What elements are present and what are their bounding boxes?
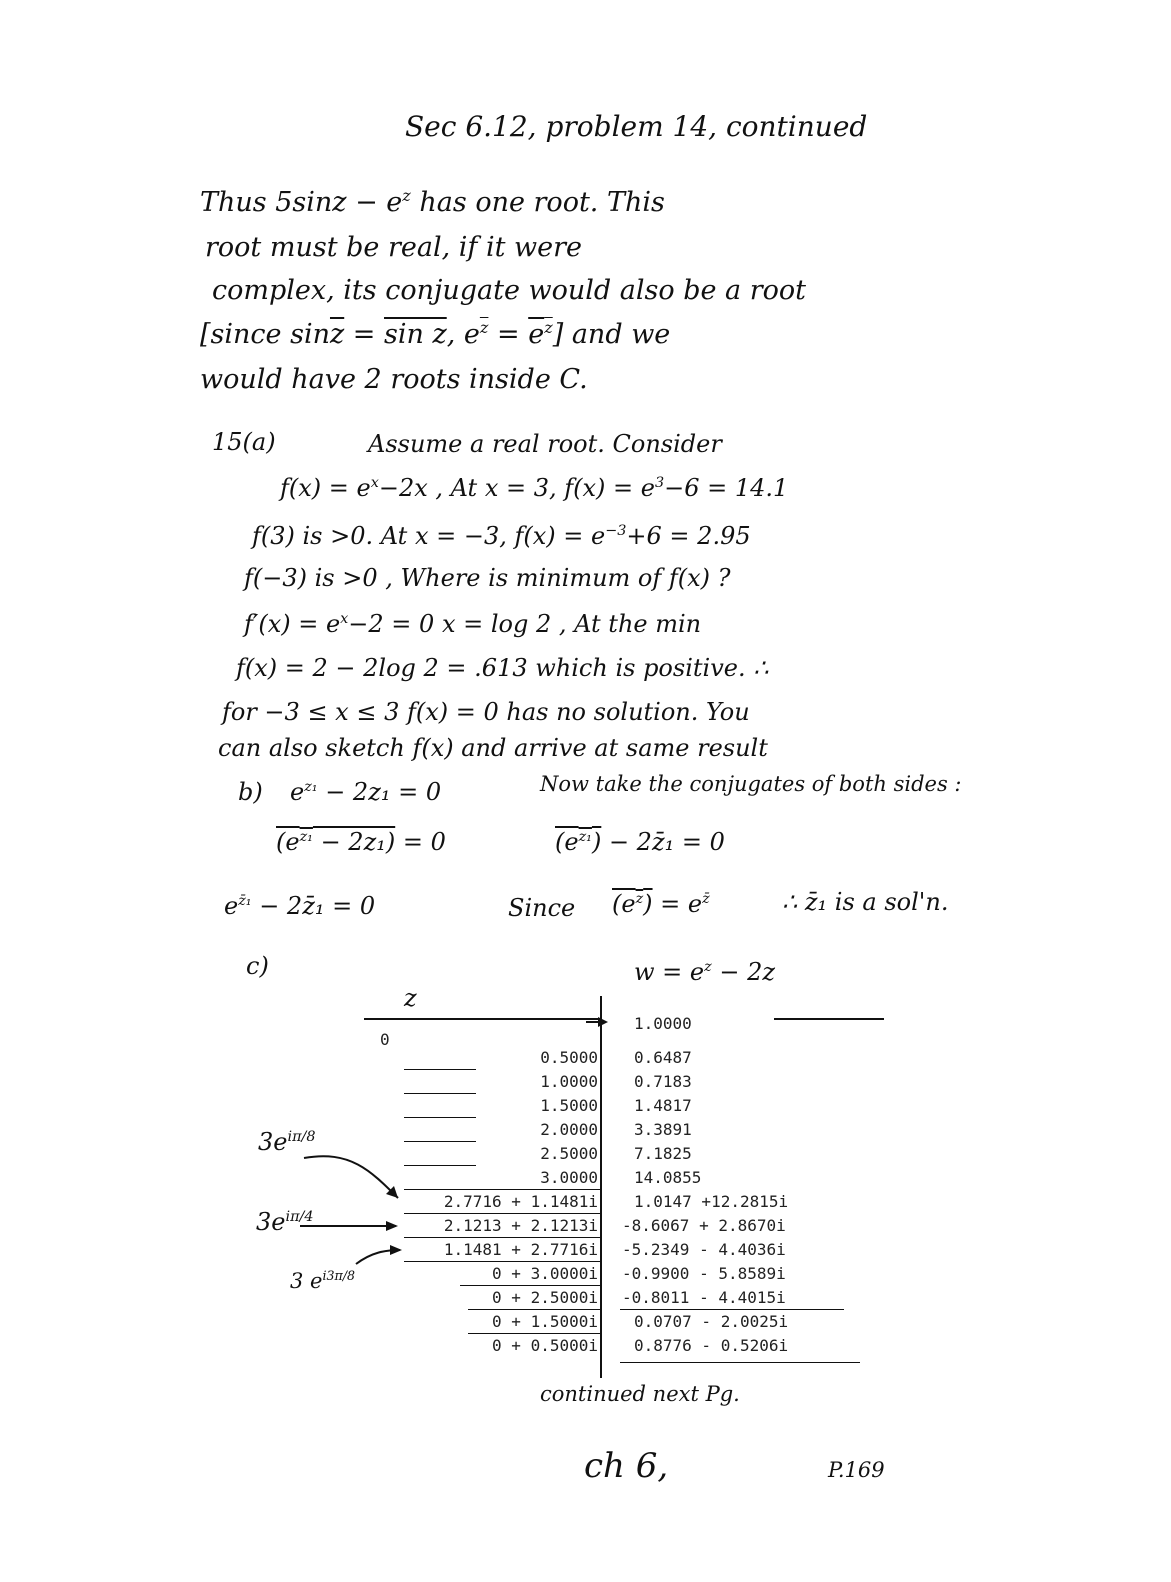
- text-line: $f(x) = e^x-2x$ , At x = 3, $f(x) = e^3-6 = 14.1$: [280, 474, 789, 502]
- table-cell-z: 2.0000: [540, 1120, 598, 1139]
- table-cell-z: 3.0000: [540, 1168, 598, 1187]
- table-cell-w: 0.8776 - 0.5206i: [634, 1336, 789, 1355]
- text-line: [since $\sin\overline{z} = \sin z$, $e^{\overline{z}} = \overline{e}^{\overline{z}}$] and we: [200, 318, 671, 350]
- table-cell-w: 1.0000: [634, 1014, 692, 1033]
- table-cell-w: 14.0855: [634, 1168, 702, 1187]
- equation: $(e^{z_1} - 2z_1) = 0$: [276, 828, 446, 856]
- text-line: Thus $5\sin z - e^z$ has one root. This: [200, 186, 665, 218]
- annotation: Now take the conjugates of both sides :: [540, 772, 962, 796]
- text-line: f(x) = 2 − 2log 2 = .613 which is positive. ∴: [236, 654, 769, 682]
- table-cell-z: 0.5000: [540, 1048, 598, 1067]
- text-line: $f'(x) = e^x-2 = 0$ x = log 2 , At the min: [244, 610, 702, 638]
- table-cell-w: -0.9900 - 5.8589i: [622, 1264, 786, 1283]
- text-line: would have 2 roots inside C.: [200, 364, 588, 395]
- continued-note: continued next Pg.: [540, 1382, 740, 1406]
- table-cell-z: 2.1213 + 2.1213i: [443, 1216, 598, 1235]
- table-cell-w: 0.6487: [634, 1048, 692, 1067]
- table-cell-w: 0.0707 - 2.0025i: [634, 1312, 789, 1331]
- table-cell-w: 3.3891: [634, 1120, 692, 1139]
- text-line: f(−3) is >0 , Where is minimum of f(x) ?: [244, 564, 731, 592]
- text-line: Since: [508, 894, 576, 922]
- table-cell-z: 0 + 0.5000i: [492, 1336, 598, 1355]
- equation: $(e^{z_1})$ − 2z̄₁ = 0: [555, 828, 725, 856]
- table-cell-w: -5.2349 - 4.4036i: [622, 1240, 786, 1259]
- part-label: b): [238, 778, 263, 806]
- table-cell-z: 0: [380, 1030, 390, 1049]
- chapter-label: ch 6,: [584, 1446, 669, 1486]
- equation: $(e^z) = e^{z̄}$: [612, 890, 710, 918]
- table-cell-z: 1.1481 + 2.7716i: [443, 1240, 598, 1259]
- table-cell-z: 1.0000: [540, 1072, 598, 1091]
- table-cell-w: 0.7183: [634, 1072, 692, 1091]
- table-cell-w: 1.4817: [634, 1096, 692, 1115]
- problem-label: 15(a): [212, 428, 276, 456]
- table-cell-z: 2.7716 + 1.1481i: [443, 1192, 598, 1211]
- text-line: Assume a real root. Consider: [368, 430, 722, 458]
- annotation-3e-pi8: $3e^{i\pi/8}$: [258, 1128, 316, 1156]
- text-line: can also sketch f(x) and arrive at same result: [218, 734, 768, 762]
- equation: $w = e^z - 2z$: [634, 958, 775, 986]
- text-line: ∴ z̄₁ is a sol'n.: [782, 888, 949, 916]
- annotation-3e-pi4: $3e^{i\pi/4}$: [256, 1208, 314, 1236]
- text-line: for −3 ≤ x ≤ 3 f(x) = 0 has no solution. You: [222, 698, 750, 726]
- table-cell-z: 0 + 3.0000i: [492, 1264, 598, 1283]
- text-line: f(3) is >0. At x = −3, $f(x) = e^{-3}+6 = 2.95$: [252, 522, 751, 550]
- text-line: complex, its conjugate would also be a root: [212, 275, 806, 306]
- page-number: P.169: [828, 1458, 885, 1482]
- equation: $e^{z̄_1}$ − 2z̄₁ = 0: [224, 892, 376, 920]
- table-cell-z: 0 + 1.5000i: [492, 1312, 598, 1331]
- part-label: c): [246, 952, 269, 980]
- table-cell-w: 7.1825: [634, 1144, 692, 1163]
- table-cell-z: 0 + 2.5000i: [492, 1288, 598, 1307]
- table-cell-z: 1.5000: [540, 1096, 598, 1115]
- table-cell-w: 1.0147 +12.2815i: [634, 1192, 789, 1211]
- table-header-z: z: [404, 984, 417, 1012]
- annotation-3e-3pi8: 3 $e^{i3\pi/8}$: [290, 1268, 356, 1293]
- table-cell-w: -0.8011 - 4.4015i: [622, 1288, 786, 1307]
- equation: $e^{z_1} - 2z_1 = 0$: [290, 778, 442, 806]
- page-title: Sec 6.12, problem 14, continued: [405, 110, 868, 143]
- table-cell-w: -8.6067 + 2.8670i: [622, 1216, 786, 1235]
- table-cell-z: 2.5000: [540, 1144, 598, 1163]
- text-line: root must be real, if it were: [205, 232, 583, 263]
